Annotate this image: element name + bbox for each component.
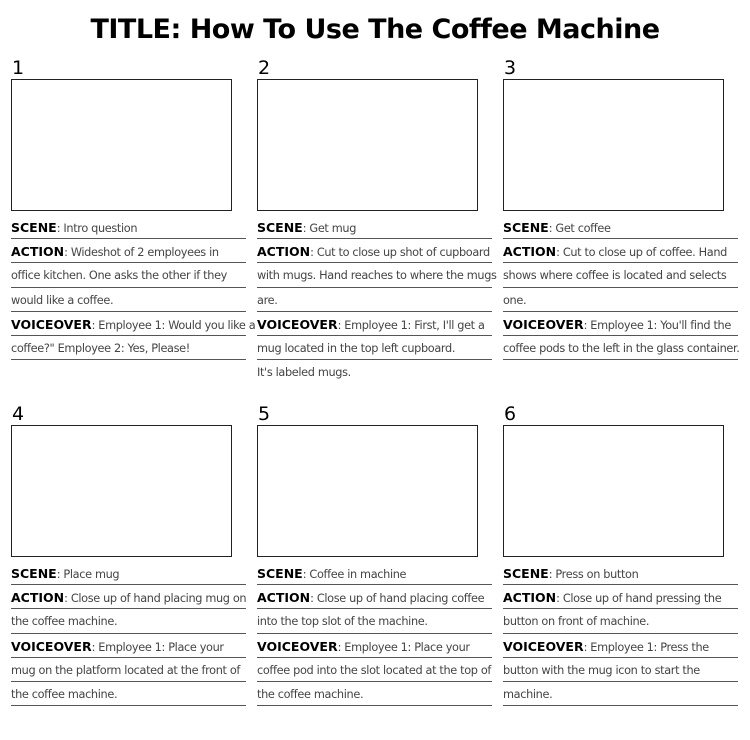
voiceover-line: coffee pods to the left in the glass container. — [503, 336, 738, 360]
action-text: : Wideshot of 2 employees in — [64, 246, 219, 260]
voiceover-line: coffee pod into the slot located at the top of — [257, 658, 492, 682]
action-line — [11, 585, 246, 609]
panel-number: 4 — [12, 403, 25, 425]
voiceover-label: VOICEOVER — [503, 638, 584, 654]
storyboard-panel-2 — [257, 57, 497, 384]
sketch-frame — [503, 79, 724, 211]
action-text: : Close up of hand placing coffee — [310, 592, 485, 606]
voiceover-text: : Employee 1: You'll find the — [583, 318, 731, 332]
storyboard-panel-3 — [503, 58, 738, 360]
action-line: with mugs. Hand reaches to where the mugs — [257, 263, 492, 287]
scene-label: SCENE — [257, 220, 303, 235]
scene-line — [257, 215, 492, 239]
sketch-frame — [11, 425, 232, 557]
voiceover-line: coffee?" Employee 2: Yes, Please! — [11, 336, 246, 360]
voiceover-label: VOICEOVER — [11, 638, 92, 654]
action-line — [503, 585, 738, 609]
scene-text: : Intro question — [56, 222, 138, 235]
scene-line — [11, 215, 246, 239]
sketch-frame — [257, 79, 478, 211]
action-line — [11, 239, 246, 263]
voiceover-line — [503, 312, 738, 336]
voiceover-text: : Employee 1: Would you like a — [91, 318, 256, 332]
storyboard-panel-5 — [257, 404, 492, 706]
sketch-frame — [257, 425, 478, 557]
scene-line — [257, 561, 492, 585]
action-label: ACTION — [11, 244, 65, 260]
panel-notes — [11, 215, 256, 360]
scene-text: : Place mug — [56, 568, 120, 581]
voiceover-line: the coffee machine. — [257, 682, 492, 706]
voiceover-line: It's labeled mugs. — [257, 366, 351, 380]
action-text: : Cut to close up of coffee. Hand — [556, 246, 727, 260]
action-line — [257, 585, 492, 609]
voiceover-line: button with the mug icon to start the — [503, 658, 738, 682]
scene-text: : Get mug — [302, 222, 357, 235]
voiceover-text: : Employee 1: Press the — [583, 640, 709, 654]
panel-notes — [257, 215, 497, 384]
voiceover-text: : Employee 1: First, I'll get a — [337, 318, 485, 332]
panel-number: 2 — [258, 57, 271, 79]
voiceover-label: VOICEOVER — [503, 316, 584, 332]
sketch-frame — [503, 425, 724, 557]
page-title: TITLE: How To Use The Coffee Machine — [90, 14, 660, 45]
storyboard-panel-4 — [11, 404, 246, 706]
voiceover-label: VOICEOVER — [257, 638, 338, 654]
panel-number: 3 — [504, 57, 517, 79]
scene-label: SCENE — [11, 220, 57, 235]
voiceover-text: : Employee 1: Place your — [91, 640, 224, 654]
voiceover-line: mug on the platform located at the front of — [11, 658, 246, 682]
scene-line — [503, 561, 738, 585]
action-text: : Close up of hand placing mug on — [64, 592, 247, 606]
action-line — [257, 239, 492, 263]
scene-line — [11, 561, 246, 585]
action-label: ACTION — [11, 590, 65, 606]
action-line: shows where coffee is located and selects — [503, 263, 738, 287]
scene-text: : Get coffee — [548, 222, 611, 235]
action-label: ACTION — [503, 590, 557, 606]
scene-label: SCENE — [503, 220, 549, 235]
voiceover-line — [11, 312, 256, 336]
voiceover-text: : Employee 1: Place your — [337, 640, 470, 654]
action-line: button on front of machine. — [503, 609, 738, 633]
action-line: into the top slot of the machine. — [257, 609, 492, 633]
action-text: : Close up of hand pressing the — [556, 592, 722, 606]
action-line: the coffee machine. — [11, 609, 246, 633]
action-line — [503, 239, 738, 263]
scene-text: : Press on button — [548, 568, 639, 581]
panel-notes — [503, 561, 738, 706]
voiceover-line — [257, 312, 492, 336]
panel-number: 6 — [504, 403, 517, 425]
storyboard-panel-6 — [503, 404, 738, 706]
scene-label: SCENE — [11, 566, 57, 581]
scene-label: SCENE — [257, 566, 303, 581]
voiceover-label: VOICEOVER — [11, 316, 92, 332]
voiceover-line: the coffee machine. — [11, 682, 246, 706]
action-label: ACTION — [503, 244, 557, 260]
voiceover-line — [11, 634, 246, 658]
action-label: ACTION — [257, 244, 311, 260]
voiceover-line: machine. — [503, 682, 738, 706]
voiceover-line — [257, 634, 492, 658]
scene-text: : Coffee in machine — [302, 568, 407, 581]
panel-notes — [11, 561, 246, 706]
voiceover-line — [503, 634, 738, 658]
panel-number: 5 — [258, 403, 271, 425]
action-line: would like a coffee. — [11, 288, 246, 312]
action-text: : Cut to close up shot of cupboard — [310, 246, 490, 260]
scene-line — [503, 215, 738, 239]
panel-number: 1 — [12, 57, 25, 79]
voiceover-label: VOICEOVER — [257, 316, 338, 332]
voiceover-line: mug located in the top left cupboard. — [257, 336, 492, 360]
sketch-frame — [11, 79, 232, 211]
storyboard-panel-1 — [11, 57, 256, 360]
action-line: office kitchen. One asks the other if they — [11, 263, 246, 287]
action-label: ACTION — [257, 590, 311, 606]
action-line: one. — [503, 288, 738, 312]
panel-notes — [503, 215, 738, 360]
action-line: are. — [257, 288, 492, 312]
scene-label: SCENE — [503, 566, 549, 581]
panel-notes — [257, 561, 492, 706]
